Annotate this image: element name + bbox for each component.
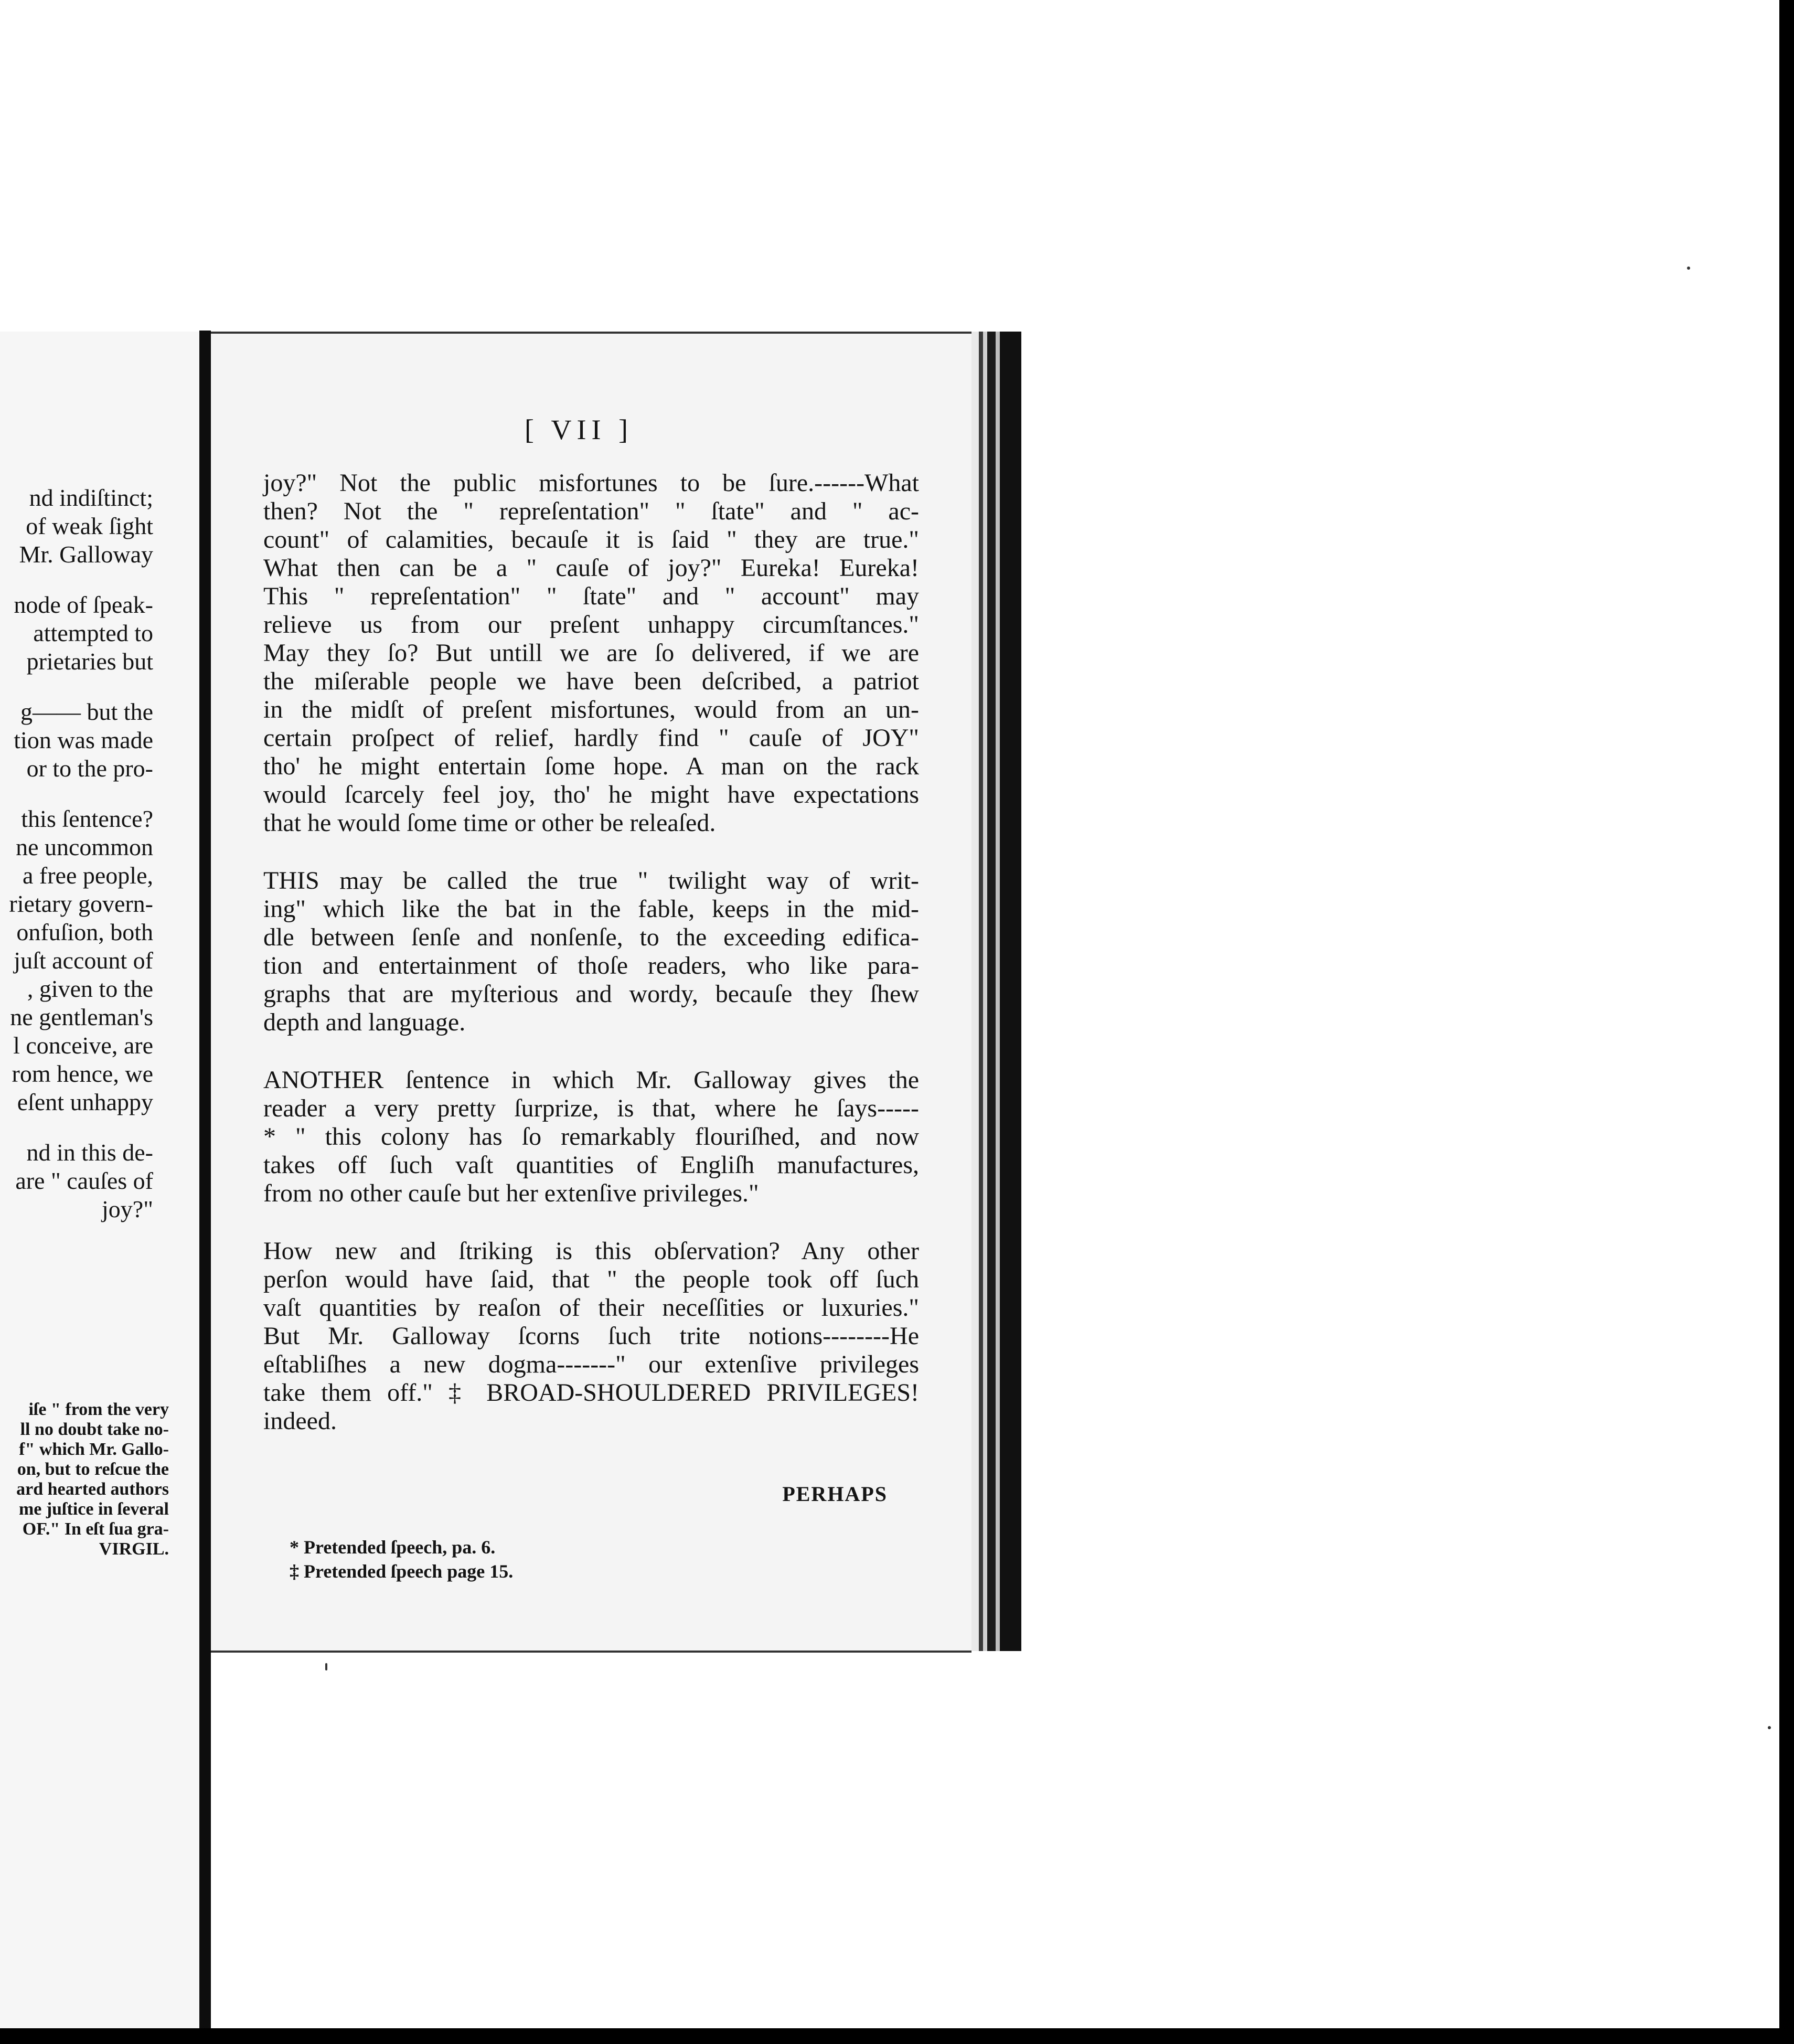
left-text-line: or to the pro- xyxy=(26,755,153,782)
footnote-line: ‡ Pretended ſpeech page 15. xyxy=(290,1561,514,1582)
text-line: What then can be a " cauſe of joy?" Eureka! Eureka! xyxy=(263,554,919,582)
footnote-line: * Pretended ſpeech, pa. 6. xyxy=(290,1537,496,1558)
left-text-line: prietaries but xyxy=(26,648,153,675)
text-line: takes off ſuch vaſt quantities of Engliſh manufactures, xyxy=(263,1151,919,1179)
text-line: tion and entertainment of thoſe readers, who like para- xyxy=(263,952,919,980)
left-text-line: attempted to xyxy=(33,620,153,646)
scan-border-bottom xyxy=(0,2028,1794,2044)
left-text-line: juſt account of xyxy=(14,947,153,974)
text-line: the miſerable people we have been deſcribed, a patriot xyxy=(263,667,919,695)
left-text-line: Mr. Galloway xyxy=(19,541,153,568)
left-text-line: this ſentence? xyxy=(21,805,153,832)
left-text-line: are " cauſes of xyxy=(15,1167,153,1194)
text-line: tho' he might entertain ſome hope. A man on the rack xyxy=(263,752,919,780)
text-line: This " repreſentation" " ſtate" and " account" may xyxy=(263,582,919,610)
paragraph-gap xyxy=(263,1037,919,1066)
text-line: But Mr. Galloway ſcorns ſuch trite notions--------He xyxy=(263,1322,919,1350)
left-text-line: eſent unhappy xyxy=(17,1089,153,1115)
dust-speck xyxy=(1687,267,1690,270)
page-body xyxy=(263,469,919,1435)
book-gutter xyxy=(199,331,211,2036)
text-line: THIS may be called the true " twilight way of writ- xyxy=(263,867,919,895)
text-line: May they ſo? But untill we are ſo delivered, if we are xyxy=(263,639,919,667)
text-line: take them off." ‡ BROAD-SHOULDERED PRIVILEGES! xyxy=(263,1379,919,1407)
text-line: dle between ſenſe and nonſenſe, to the exceeding edifica- xyxy=(263,923,919,951)
left-text-line: joy?" xyxy=(102,1196,153,1222)
page-edges xyxy=(971,332,1021,1651)
paragraph-gap xyxy=(263,837,919,867)
text-line: relieve us from our preſent unhappy circumſtances." xyxy=(263,611,919,638)
left-footnote-line: iſe " from the very xyxy=(28,1400,169,1419)
text-line: depth and language. xyxy=(263,1008,466,1036)
left-footnote-line: ll no doubt take no- xyxy=(20,1420,169,1439)
left-text-line: onfuſion, both xyxy=(16,919,153,945)
scan-border-right xyxy=(1779,0,1794,2044)
text-line: How new and ſtriking is this obſervation? Any other xyxy=(263,1237,919,1265)
text-line: reader a very pretty ſurprize, is that, where he ſays----- xyxy=(263,1094,919,1122)
text-line: vaſt quantities by reaſon of their neceſſities or luxuries." xyxy=(263,1294,919,1322)
left-text-line: , given to the xyxy=(27,975,153,1002)
left-text-line: l conceive, are xyxy=(13,1032,153,1059)
text-line: then? Not the " repreſentation" " ſtate" and " ac- xyxy=(263,497,919,525)
left-text-line: ne gentleman's xyxy=(10,1004,153,1030)
text-line: * " this colony has ſo remarkably flouriſhed, and now xyxy=(263,1123,919,1151)
text-line: perſon would have ſaid, that " the people took off ſuch xyxy=(263,1265,919,1293)
left-text-line: of weak ſight xyxy=(26,513,153,539)
left-footnote-line: OF." In eſt ſua gra- xyxy=(22,1519,169,1539)
main-page xyxy=(211,332,971,1653)
left-footnote-line: me juſtice in ſeveral xyxy=(18,1499,169,1519)
left-text-line: nd in this de- xyxy=(26,1139,153,1166)
footnotes xyxy=(290,1535,513,1583)
left-footnote-line: on, but to reſcue the xyxy=(17,1460,169,1479)
text-line: indeed. xyxy=(263,1407,337,1435)
left-text-line: ne uncommon xyxy=(16,834,153,860)
left-footnote-line: VIRGIL. xyxy=(99,1539,169,1559)
left-footnote-line: ard hearted authors xyxy=(16,1479,169,1499)
text-line: from no other cauſe but her extenſive privileges." xyxy=(263,1179,759,1207)
left-text-line: tion was made xyxy=(14,727,153,753)
left-text-line: g—— but the xyxy=(20,698,153,725)
left-page-fragment xyxy=(0,332,200,2035)
text-line: would ſcarcely feel joy, tho' he might have expectations xyxy=(263,781,919,808)
left-footnote-line: f" which Mr. Gallo- xyxy=(19,1440,169,1459)
left-text-line: a free people, xyxy=(22,862,153,889)
text-line: count" of calamities, becauſe it is ſaid " they are true." xyxy=(263,526,919,553)
text-line: that he would ſome time or other be releaſed. xyxy=(263,809,716,837)
text-line: joy?" Not the public misfortunes to be ſure.------What xyxy=(263,469,919,497)
left-text-line: rietary govern- xyxy=(9,890,153,917)
page-number: [ VII ] xyxy=(525,414,633,445)
paragraph-gap xyxy=(263,1208,919,1237)
left-text-line: rom hence, we xyxy=(12,1060,153,1087)
dust-speck xyxy=(1768,1726,1771,1729)
text-line: in the midſt of preſent misfortunes, would from an un- xyxy=(263,696,919,723)
text-line: eſtabliſhes a new dogma-------" our extenſive privileges xyxy=(263,1350,919,1378)
text-line: graphs that are myſterious and wordy, becauſe they ſhew xyxy=(263,980,919,1008)
left-text-line: node of ſpeak- xyxy=(14,591,153,618)
text-line: certain proſpect of relief, hardly find " cauſe of JOY" xyxy=(263,724,919,752)
dust-speck xyxy=(325,1663,327,1670)
catchword: PERHAPS xyxy=(782,1482,888,1506)
left-text-line: nd indiſtinct; xyxy=(29,484,153,511)
text-line: ANOTHER ſentence in which Mr. Galloway gives the xyxy=(263,1066,919,1094)
text-line: ing" which like the bat in the fable, keeps in the mid- xyxy=(263,895,919,923)
